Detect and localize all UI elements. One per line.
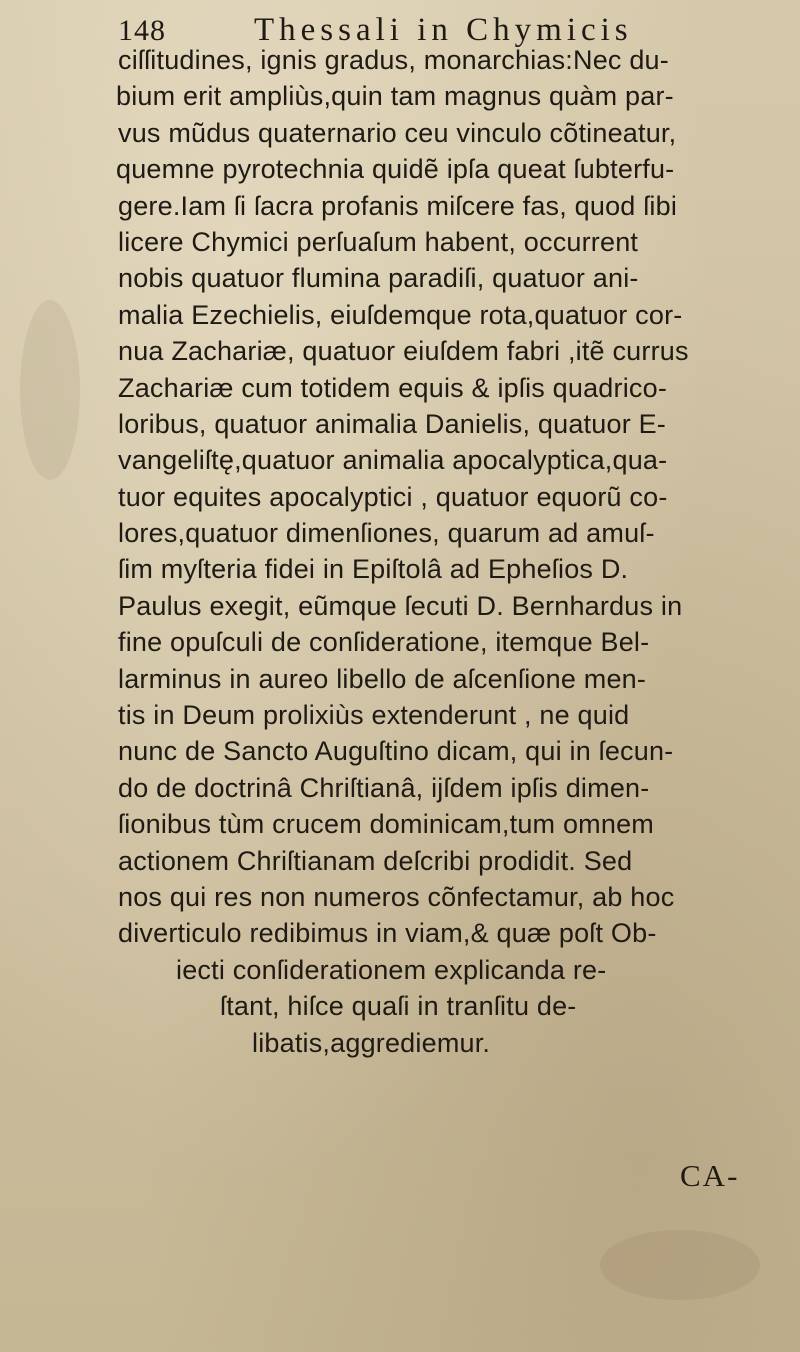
text-line: Paulus exegit, eũmque ſecuti D. Bernhardus in — [118, 590, 683, 621]
text-line: ciſſitudines, ignis gradus, monarchias:Nec du- — [118, 45, 669, 75]
text-line: tuor equites apocalyptici , quatuor equorũ co- — [118, 481, 668, 512]
text-line: ſionibus tùm crucem dominicam,tum omnem — [118, 809, 654, 840]
text-line: loribus, quatuor animalia Danielis, quatuor E- — [118, 408, 666, 439]
text-line: aсtionem Chriſtianam deſcribi prodidit. Sed — [118, 845, 633, 876]
text-line: fine opuſculi de conſideratione, itemque Bel- — [118, 627, 650, 658]
text-line: larminus in aureo libello de aſcenſione men- — [118, 663, 647, 694]
running-head: Thessali in Chymicis — [254, 12, 633, 48]
text-line: ieсti conſiderationem explicanda re- — [176, 954, 607, 985]
text-line: gere.Iam ſi ſacra profanis miſcere fas, quod ſibi — [118, 190, 678, 221]
page-number: 148 — [118, 14, 166, 47]
text-line: nobis quatuor flumina paradiſi, quatuor ani- — [118, 263, 639, 294]
text-line: diverticulo redibimus in viam,& quæ poſt Ob- — [118, 918, 657, 949]
paper-stain — [600, 1230, 760, 1300]
text-line: malia Ezechielis, eiuſdemque rota,quatuor cor- — [118, 299, 683, 330]
text-line: ſtant, hiſce quaſi in tranſitu de- — [220, 991, 577, 1022]
text-line: nua Zachariæ, quatuor eiuſdem fabri ,itẽ currus — [118, 336, 689, 367]
text-line: vangeliſtę,quatuor animalia apocalyptica,qua- — [118, 445, 668, 476]
text-line: libatis,aggrediemur. — [252, 1027, 491, 1058]
text-line: nos qui res non numeros cõnfeсtamur, ab hoc — [118, 881, 675, 912]
text-line: ſim myſteria fidei in Epiſtolâ ad Epheſios D. — [118, 554, 629, 585]
text-line: licere Chymici perſuaſum habent, occurrent — [118, 226, 639, 257]
text-line: do de doсtrinâ Chriſtianâ, ijſdem ipſis dimen- — [118, 772, 650, 803]
text-line: tis in Deum prolixiùs extenderunt , ne quid — [118, 700, 630, 731]
text-line: vus mũdus quaternario ceu vinculo cõtineatur, — [118, 117, 677, 148]
text-line: lores,quatuor dimenſiones, quarum ad amuſ- — [118, 518, 655, 549]
text-line: quemne pyrotechnia quidẽ ipſa queat ſubterfu- — [116, 154, 675, 185]
body-text — [118, 42, 800, 1061]
text-line: nunc de Sanсto Auguſtino dicam, qui in ſecun- — [118, 736, 674, 767]
catchword: CA- — [680, 1158, 740, 1193]
text-line: bium erit ampliùs,quin tam magnus quàm par- — [116, 81, 674, 112]
text-line: Zachariæ cum totidem equis & ipſis quadrico- — [118, 372, 668, 403]
paper-stain — [20, 300, 80, 480]
